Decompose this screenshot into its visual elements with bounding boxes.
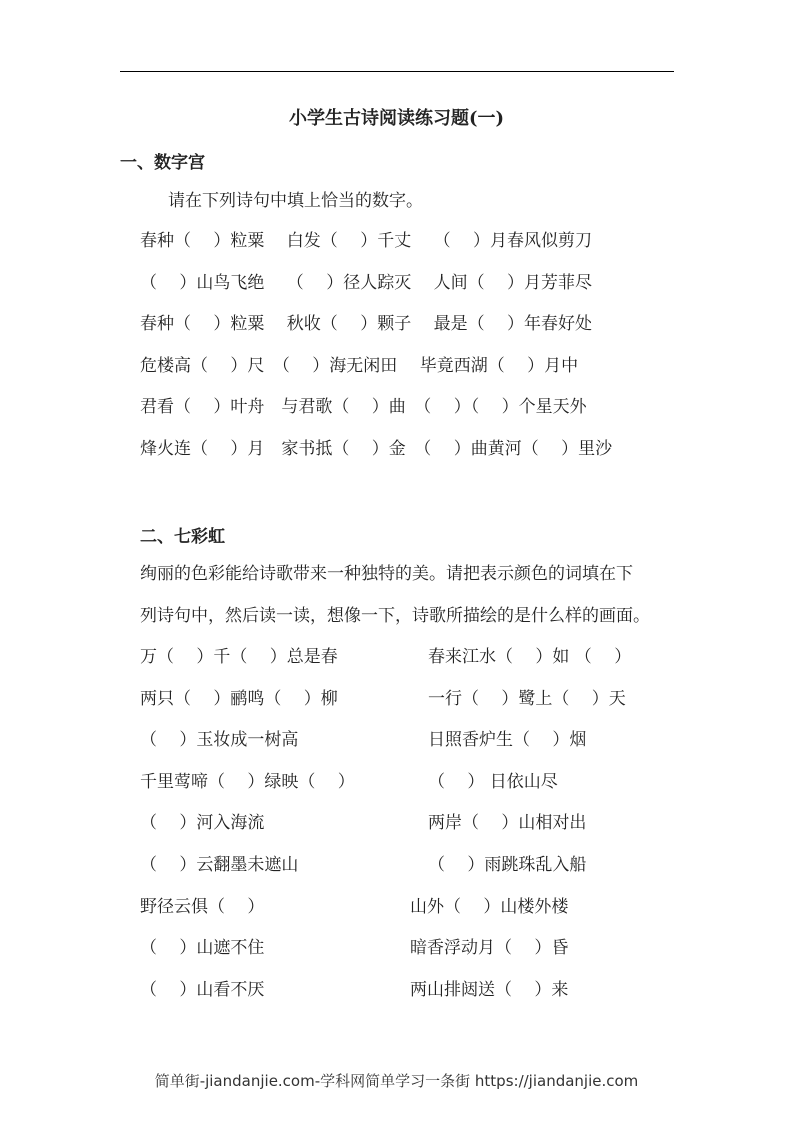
poem-fill-left: （ ）河入海流 [140, 813, 265, 834]
poem-fill-right: 春来江水（ ）如 （ ） [428, 647, 632, 667]
poem-fill-right: 两山排闼送（ ）来 [410, 979, 569, 1000]
section1-heading: 一、数字宫 [120, 153, 205, 173]
poem-fill-left: （ ）山看不厌 [140, 979, 265, 1000]
poem-fill-left: 两只（ ）鹂鸣（ ）柳 [140, 688, 338, 709]
footer-watermark: 简单街-jiandanjie.com-学科网简单学习一条街 https://jiandanjie.com [154, 1072, 639, 1090]
poem-fill-row: 烽火连（ ）月 家书抵（ ）金 （ ）曲黄河（ ）里沙 [140, 439, 613, 459]
poem-fill-right: 暗香浮动月（ ）昏 [410, 938, 569, 959]
poem-fill-right: （ ） 日依山尽 [428, 771, 558, 792]
section1-instruction: 请在下列诗句中填上恰当的数字。 [168, 191, 423, 211]
poem-fill-left: 千里莺啼（ ）绿映（ ） [140, 771, 355, 792]
poem-fill-left: 万（ ）千（ ）总是春 [140, 647, 338, 667]
section2-intro-line: 列诗句中，然后读一读，想像一下，诗歌所描绘的是什么样的画面。 [140, 606, 650, 626]
poem-fill-right: 两岸（ ）山相对出 [428, 813, 587, 834]
poem-fill-row: 君看（ ）叶舟 与君歌（ ）曲 （ ）（ ）个星天外 [140, 397, 587, 418]
poem-fill-right: 一行（ ）鹭上（ ）天 [428, 688, 626, 709]
poem-fill-right: 山外（ ）山楼外楼 [410, 896, 569, 917]
poem-fill-right: （ ）雨跳珠乱入船 [428, 855, 587, 875]
poem-fill-row: 危楼高（ ）尺 （ ）海无闲田 毕竟西湖（ ）月中 [140, 355, 579, 376]
poem-fill-left: （ ）山遮不住 [140, 938, 265, 959]
header-rule [120, 71, 674, 72]
poem-fill-row: 春种（ ）粒粟 白发（ ）千丈 （ ）月春风似剪刀 [140, 231, 593, 251]
poem-fill-left: （ ）玉妆成一树高 [140, 730, 299, 751]
poem-fill-row: 春种（ ）粒粟 秋收（ ）颗子 最是（ ）年春好处 [140, 314, 593, 335]
poem-fill-left: 野径云俱（ ） [140, 896, 265, 917]
poem-fill-right: 日照香炉生（ ）烟 [428, 730, 587, 751]
section2-heading: 二、七彩虹 [140, 527, 225, 547]
section2-intro-line: 绚丽的色彩能给诗歌带来一种独特的美。请把表示颜色的词填在下 [140, 564, 633, 584]
poem-fill-left: （ ）云翻墨未遮山 [140, 855, 299, 875]
page-title: 小学生古诗阅读练习题(一) [288, 108, 505, 129]
poem-fill-row: （ ）山鸟飞绝 （ ）径人踪灭 人间（ ）月芳菲尽 [140, 272, 593, 293]
